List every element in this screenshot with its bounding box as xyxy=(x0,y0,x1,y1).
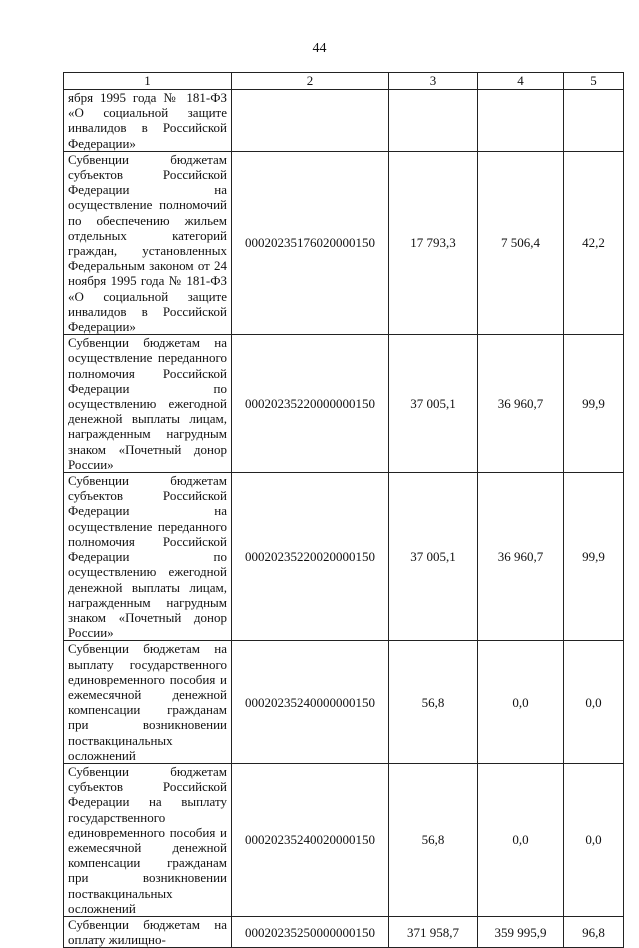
row-value-3: 56,8 xyxy=(389,641,478,764)
row-name: Субвенции бюджетам субъектов Российской Федерации на осуществление полномочий по обеспечению жильем отдельных категорий граждан, установленных Федеральным законом от 24 ноября 1995 года № 181-ФЗ «О социальной защите инвалидов в Российской Федерации» xyxy=(64,151,232,334)
page-number: 44 xyxy=(312,41,327,56)
row-value-4: 36 960,7 xyxy=(478,335,564,473)
row-value-5: 99,9 xyxy=(564,335,624,473)
row-value-3: 56,8 xyxy=(389,763,478,916)
row-value-4 xyxy=(478,90,564,152)
budget-table xyxy=(63,72,624,948)
table-row xyxy=(64,916,624,947)
column-number: 5 xyxy=(564,73,624,90)
column-number-row xyxy=(64,73,624,90)
row-value-5 xyxy=(564,90,624,152)
row-name: Субвенции бюджетам на выплату государственного единовременного пособия и ежемесячной денежной компенсации гражданам при возникновении поствакцинальных осложнений xyxy=(64,641,232,764)
row-value-3 xyxy=(389,90,478,152)
table-row xyxy=(64,90,624,152)
row-code: 00020235220020000150 xyxy=(232,473,389,641)
row-code: 00020235240000000150 xyxy=(232,641,389,764)
row-name: Субвенции бюджетам на осуществление переданного полномочия Российской Федерации по осуществлению ежегодной денежной выплаты лицам, награжденным нагрудным знаком «Почетный донор России» xyxy=(64,335,232,473)
row-value-5: 0,0 xyxy=(564,641,624,764)
row-code xyxy=(232,90,389,152)
row-value-5: 99,9 xyxy=(564,473,624,641)
row-value-5: 96,8 xyxy=(564,916,624,947)
table-row xyxy=(64,473,624,641)
row-value-4: 36 960,7 xyxy=(478,473,564,641)
column-number: 3 xyxy=(389,73,478,90)
column-number: 1 xyxy=(64,73,232,90)
table-row xyxy=(64,763,624,916)
row-value-3: 371 958,7 xyxy=(389,916,478,947)
row-code: 00020235240020000150 xyxy=(232,763,389,916)
column-number: 2 xyxy=(232,73,389,90)
row-value-4: 359 995,9 xyxy=(478,916,564,947)
row-value-4: 7 506,4 xyxy=(478,151,564,334)
row-name: Субвенции бюджетам субъектов Российской Федерации на выплату государственного единовременного пособия и ежемесячной денежной компенсации гражданам при возникновении поствакцинальных осложнений xyxy=(64,763,232,916)
row-value-3: 37 005,1 xyxy=(389,473,478,641)
row-value-4: 0,0 xyxy=(478,641,564,764)
row-value-5: 0,0 xyxy=(564,763,624,916)
row-name: Субвенции бюджетам на оплату жилищно- xyxy=(64,916,232,947)
row-name: ября 1995 года № 181-ФЗ «О социальной защите инвалидов в Российской Федерации» xyxy=(64,90,232,152)
row-name: Субвенции бюджетам субъектов Российской Федерации на осуществление переданного полномочия Российской Федерации по осуществлению ежегодной денежной выплаты лицам, награжденным нагрудным знаком «Почетный донор России» xyxy=(64,473,232,641)
table-row xyxy=(64,641,624,764)
table-row xyxy=(64,335,624,473)
row-value-3: 17 793,3 xyxy=(389,151,478,334)
row-code: 00020235176020000150 xyxy=(232,151,389,334)
table-row xyxy=(64,151,624,334)
row-code: 00020235220000000150 xyxy=(232,335,389,473)
row-value-3: 37 005,1 xyxy=(389,335,478,473)
column-number: 4 xyxy=(478,73,564,90)
row-value-4: 0,0 xyxy=(478,763,564,916)
row-code: 00020235250000000150 xyxy=(232,916,389,947)
row-value-5: 42,2 xyxy=(564,151,624,334)
